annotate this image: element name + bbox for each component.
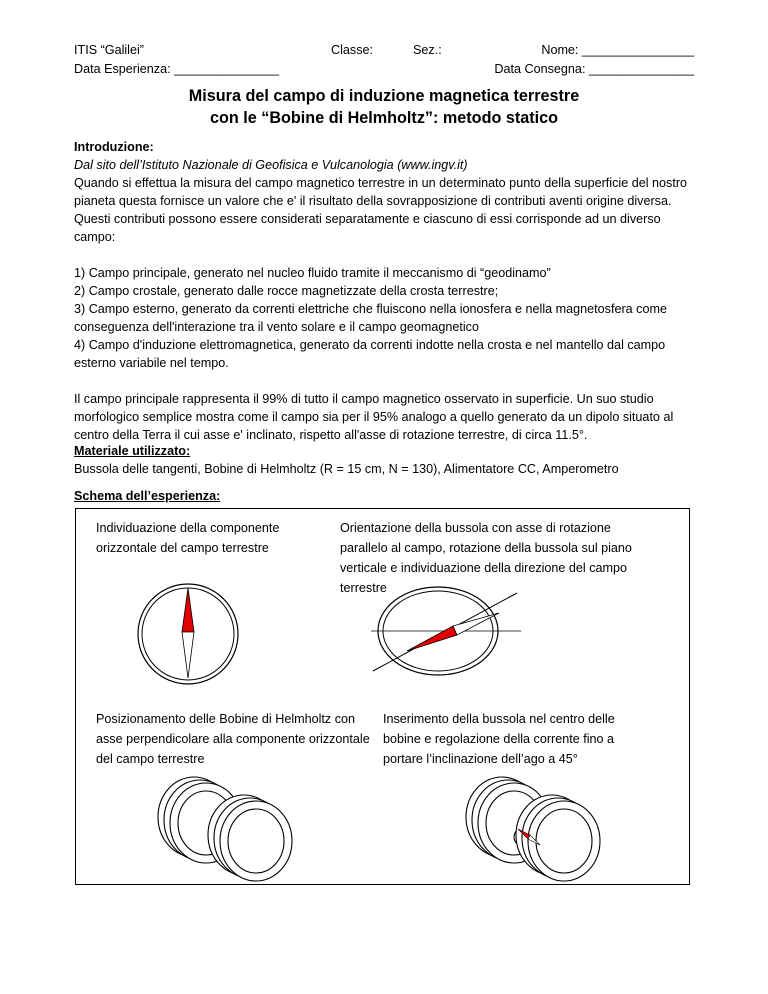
title-line-1: Misura del campo di induzione magnetica terrestre — [188, 87, 580, 105]
step-3-caption: Posizionamento delle Bobine di Helmholtz con asse perpendicolare alla componente orizzontale del campo terrestre — [96, 712, 370, 766]
data-esperienza-field: Data Esperienza: _______________ — [74, 62, 280, 76]
school-name: ITIS “Galilei” — [74, 43, 144, 57]
step-2-caption: Orientazione della bussola con asse di rotazione parallelo al campo, rotazione della bussola sul piano verticale e individuazione della direzione del campo terrestre — [340, 521, 632, 595]
title-line-2: con le “Bobine di Helmholtz”: metodo statico — [209, 109, 559, 127]
helmholtz-coils-with-compass-icon — [460, 775, 615, 885]
classe-label: Classe: — [331, 43, 373, 57]
materiale-text: Bussola delle tangenti, Bobine di Helmholtz (R = 15 cm, N = 130), Alimentatore CC, Amperometro — [74, 462, 619, 476]
compass-horizontal-icon — [130, 580, 250, 690]
step-1-caption: Individuazione della componente orizzontale del campo terrestre — [96, 521, 280, 555]
list-item: 4) Campo d'induzione elettromagnetica, generato da correnti indotte nella crosta e nel mantello dal campo esterno variabile nel tempo. — [74, 338, 666, 370]
intro-paragraph-1: Quando si effettua la misura del campo magnetico terrestre in un determinato punto della superficie del nostro pianeta questa fornisce un valore che e' il risultato della sovrapposizione di contributi aventi origine diversa. — [74, 176, 688, 208]
page-title — [0, 85, 768, 129]
intro-source: Dal sito dell’Istituto Nazionale di Geofisica e Vulcanologia (www.ingv.it) — [74, 158, 468, 172]
schema-heading: Schema dell’esperienza: — [74, 489, 221, 503]
list-item: 1) Campo principale, generato nel nucleo fluido tramite il meccanismo di “geodinamo” — [74, 266, 551, 280]
data-consegna-field: Data Consegna: _______________ — [494, 62, 694, 76]
intro-paragraph-2: Questi contributi possono essere considerati separatamente e ciascuno di essi corrisponde ad un diverso campo: — [74, 212, 661, 244]
step-4-caption: Inserimento della bussola nel centro delle bobine e regolazione della corrente fino a portare l’inclinazione dell’ago a 45° — [383, 712, 615, 766]
blank-line — [74, 246, 704, 264]
list-item: 2) Campo crostale, generato dalle rocce magnetizzate della crosta terrestre; — [74, 284, 499, 298]
compass-tilted-icon — [365, 583, 525, 691]
intro-heading: Introduzione: — [74, 140, 154, 154]
helmholtz-coils-icon — [152, 775, 307, 885]
list-item: 3) Campo esterno, generato da correnti elettriche che fluiscono nella ionosfera e nella magnetosfera come conseguenza dell'interazione tra il vento solare e il campo geomagnetico — [74, 302, 667, 334]
introduction-section — [74, 138, 704, 444]
nome-field: Nome: ________________ — [541, 43, 694, 57]
blank-line — [74, 372, 704, 390]
sez-label: Sez.: — [413, 43, 442, 57]
materiale-section — [74, 442, 704, 478]
schema-section — [74, 487, 704, 505]
intro-paragraph-3: Il campo principale rappresenta il 99% di tutto il campo magnetico osservato in superficie. Un suo studio morfologico semplice mostra come il campo sia per il 95% analogo a quello generato da un dipolo situato al centro della Terra il cui asse e' inclinato, rispetto all'asse di rotazione terrestre, di circa 11.5°. — [74, 392, 674, 442]
materiale-heading: Materiale utilizzato: — [74, 444, 191, 458]
